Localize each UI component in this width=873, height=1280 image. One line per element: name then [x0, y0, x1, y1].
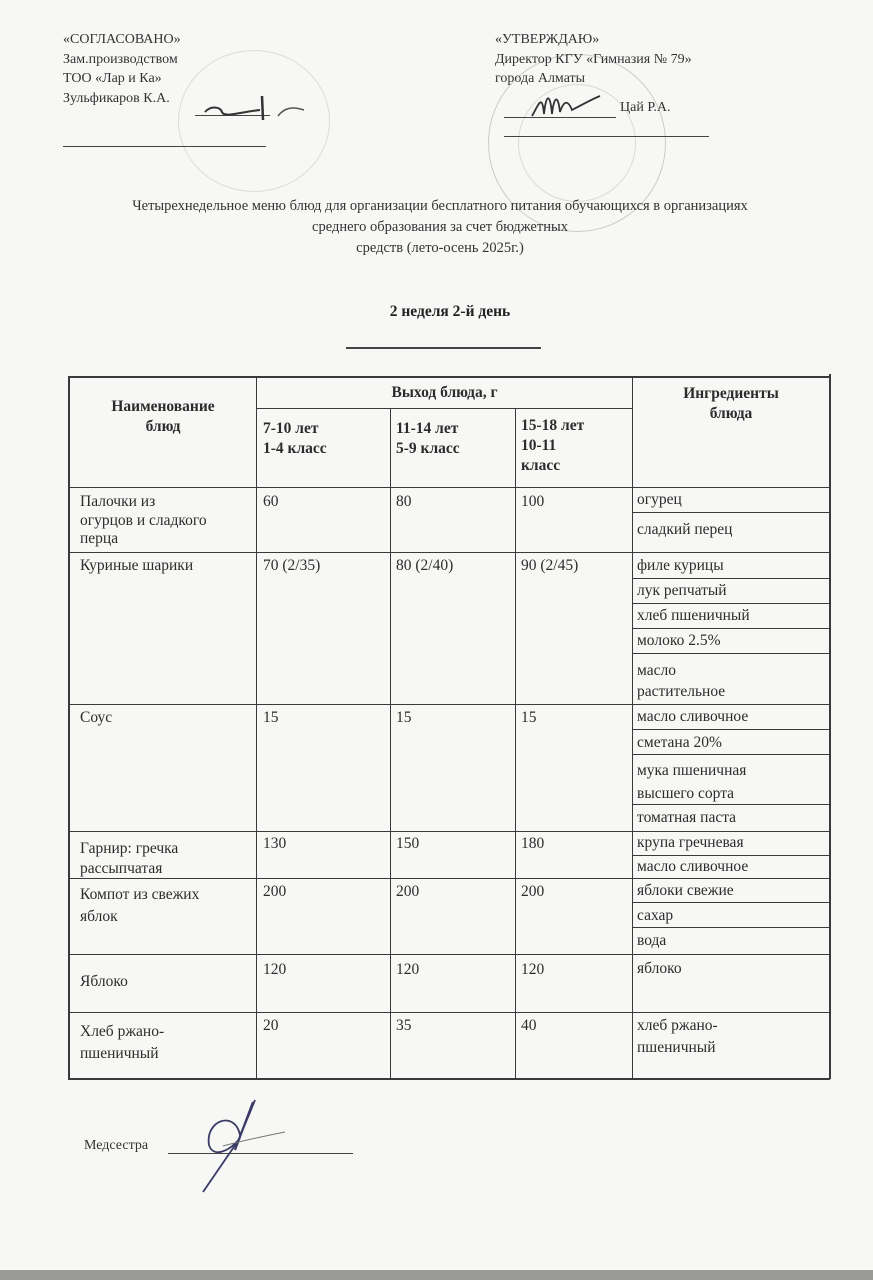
yield-15-18: 200: [521, 883, 545, 900]
dish-name-line: Палочки из: [80, 493, 156, 510]
yield-11-14: 150: [396, 835, 420, 852]
header-dish-name: [70, 397, 256, 437]
document-title: [30, 196, 850, 259]
table-row-dish: [80, 839, 178, 879]
yield-7-10: 70 (2/35): [263, 557, 321, 574]
yield-11-14: 200: [396, 883, 420, 900]
ingredient-divider: [632, 603, 830, 604]
title-line-3: средств (лето-осень 2025г.): [356, 240, 524, 256]
ingredient-divider: [632, 578, 830, 579]
nurse-signature-label: Медсестра: [84, 1138, 149, 1153]
age-range: 7-10 лет: [263, 420, 319, 437]
table-border-right: [829, 374, 831, 1079]
grade-range: 10-11: [521, 437, 557, 454]
day-underline: [346, 347, 541, 349]
header-dish-line1: Наименование: [111, 398, 215, 415]
row-divider: [68, 487, 830, 488]
agreed-signature-icon: [200, 92, 310, 122]
agreed-bottom-line: [63, 146, 266, 147]
ingredient-divider: [632, 628, 830, 629]
table-row-dish: [80, 884, 199, 928]
yield-15-18: 40: [521, 1017, 537, 1034]
ingredient-divider: [632, 927, 830, 928]
agreed-position: Зам.производством: [63, 51, 178, 67]
ingredient: мука пшеничная высшего сорта: [637, 762, 747, 802]
header-age-group-2: [396, 419, 514, 459]
ingredient: хлеб пшеничный: [637, 607, 750, 624]
agreed-label: «СОГЛАСОВАНО»: [63, 32, 181, 47]
approval-block-right: [495, 30, 785, 89]
yield-11-14: 35: [396, 1017, 412, 1034]
dish-name-line: рассыпчатая: [80, 860, 163, 877]
yield-15-18: 120: [521, 961, 545, 978]
dish-name-line: Гарнир: гречка: [80, 840, 179, 857]
yield-11-14: 120: [396, 961, 420, 978]
age-range: 11-14 лет: [396, 420, 459, 437]
dish-name-line: пшеничный: [80, 1045, 159, 1062]
yield-15-18: 90 (2/45): [521, 557, 579, 574]
title-line-2: среднего образования за счет бюджетных: [312, 219, 568, 235]
approved-name: Цай Р.А.: [620, 100, 671, 115]
row-divider: [68, 831, 830, 832]
header-ingredients: [633, 384, 829, 424]
approved-position: Директор КГУ «Гимназия № 79»: [495, 51, 692, 67]
header-ingredients-line1: Ингредиенты: [683, 385, 779, 402]
yield-15-18: 15: [521, 709, 537, 726]
header-dish-line2: блюд: [145, 418, 181, 435]
grade-range-suffix: класс: [521, 457, 561, 474]
yield-7-10: 200: [263, 883, 287, 900]
nurse-signature-icon: [195, 1100, 315, 1195]
agreed-name: Зульфикаров К.А.: [63, 90, 170, 106]
table-col-divider: [515, 408, 516, 1079]
ingredient: масло сливочное: [637, 858, 749, 875]
table-border-left: [68, 376, 70, 1079]
row-divider: [68, 1012, 830, 1013]
table-row-dish: Соус: [80, 709, 113, 726]
yield-15-18: 180: [521, 835, 545, 852]
row-divider: [68, 704, 830, 705]
ingredient-divider: [632, 855, 830, 856]
yield-7-10: 15: [263, 709, 279, 726]
grade-range: 1-4 класс: [263, 440, 327, 457]
row-divider: [68, 552, 830, 553]
ingredient: сметана 20%: [637, 734, 722, 751]
ingredient: яблоко: [637, 960, 682, 977]
ingredient: томатная паста: [637, 809, 737, 826]
ingredient: яблоки свежие: [637, 882, 734, 899]
table-col-divider: [390, 408, 391, 1079]
approved-city: города Алматы: [495, 71, 586, 86]
table-border-top: [68, 376, 830, 378]
row-divider: [68, 954, 830, 955]
table-row-dish: Куриные шарики: [80, 557, 194, 574]
page-bottom-edge: [0, 1270, 873, 1280]
table-row-dish: Яблоко: [80, 973, 128, 990]
yield-15-18: 100: [521, 493, 545, 510]
grade-range: 5-9 класс: [396, 440, 460, 457]
dish-name-line: перца: [80, 530, 119, 547]
ingredient-divider: [632, 754, 830, 755]
ingredient: филе курицы: [637, 557, 724, 574]
header-age-group-1: [263, 419, 388, 459]
ingredient: хлеб ржано- пшеничный: [637, 1017, 718, 1056]
approved-bottom-line: [504, 136, 709, 137]
day-label: 2 неделя 2-й день: [389, 303, 511, 320]
ingredient-divider: [632, 729, 830, 730]
header-yield-divider: [256, 408, 632, 409]
ingredient: крупа гречневая: [637, 834, 744, 851]
table-row-dish: [80, 1021, 164, 1065]
agreed-organization: ТОО «Лар и Ка»: [63, 71, 162, 86]
ingredient: молоко 2.5%: [637, 632, 721, 649]
approved-label: «УТВЕРЖДАЮ»: [495, 32, 600, 47]
ingredient-divider: [632, 902, 830, 903]
ingredient: огурец: [637, 491, 682, 508]
ingredient: сахар: [637, 907, 674, 924]
row-divider: [68, 878, 830, 879]
header-ingredients-line2: блюда: [709, 405, 753, 422]
ingredient: лук репчатый: [637, 582, 727, 599]
yield-11-14: 15: [396, 709, 412, 726]
ingredient: вода: [637, 932, 667, 949]
table-col-divider: [256, 376, 257, 1079]
ingredient-divider: [632, 512, 830, 513]
age-range: 15-18 лет: [521, 417, 585, 434]
yield-7-10: 20: [263, 1017, 279, 1034]
yield-7-10: 130: [263, 835, 287, 852]
table-row-dish: [80, 493, 255, 549]
yield-11-14: 80 (2/40): [396, 557, 454, 574]
dish-name-line: яблок: [80, 908, 118, 925]
dish-name-line: Хлеб ржано-: [80, 1023, 165, 1040]
yield-7-10: 60: [263, 493, 279, 510]
table-border-bottom: [68, 1078, 830, 1080]
ingredient-divider: [632, 653, 830, 654]
dish-name-line: огурцов и сладкого: [80, 511, 207, 529]
title-line-1: Четырехнедельное меню блюд для организации бесплатного питания обучающихся в организациях: [132, 198, 748, 214]
table-col-divider: [632, 376, 633, 1079]
ingredient: масло сливочное: [637, 708, 749, 725]
ingredient: масло растительное: [637, 662, 726, 700]
yield-11-14: 80: [396, 493, 412, 510]
dish-name-line: Компот из свежих: [80, 886, 200, 903]
header-age-group-3: [521, 416, 631, 476]
header-yield: Выход блюда, г: [391, 384, 498, 401]
yield-7-10: 120: [263, 961, 287, 978]
ingredient: сладкий перец: [637, 521, 733, 538]
approved-signature-icon: [528, 86, 618, 122]
